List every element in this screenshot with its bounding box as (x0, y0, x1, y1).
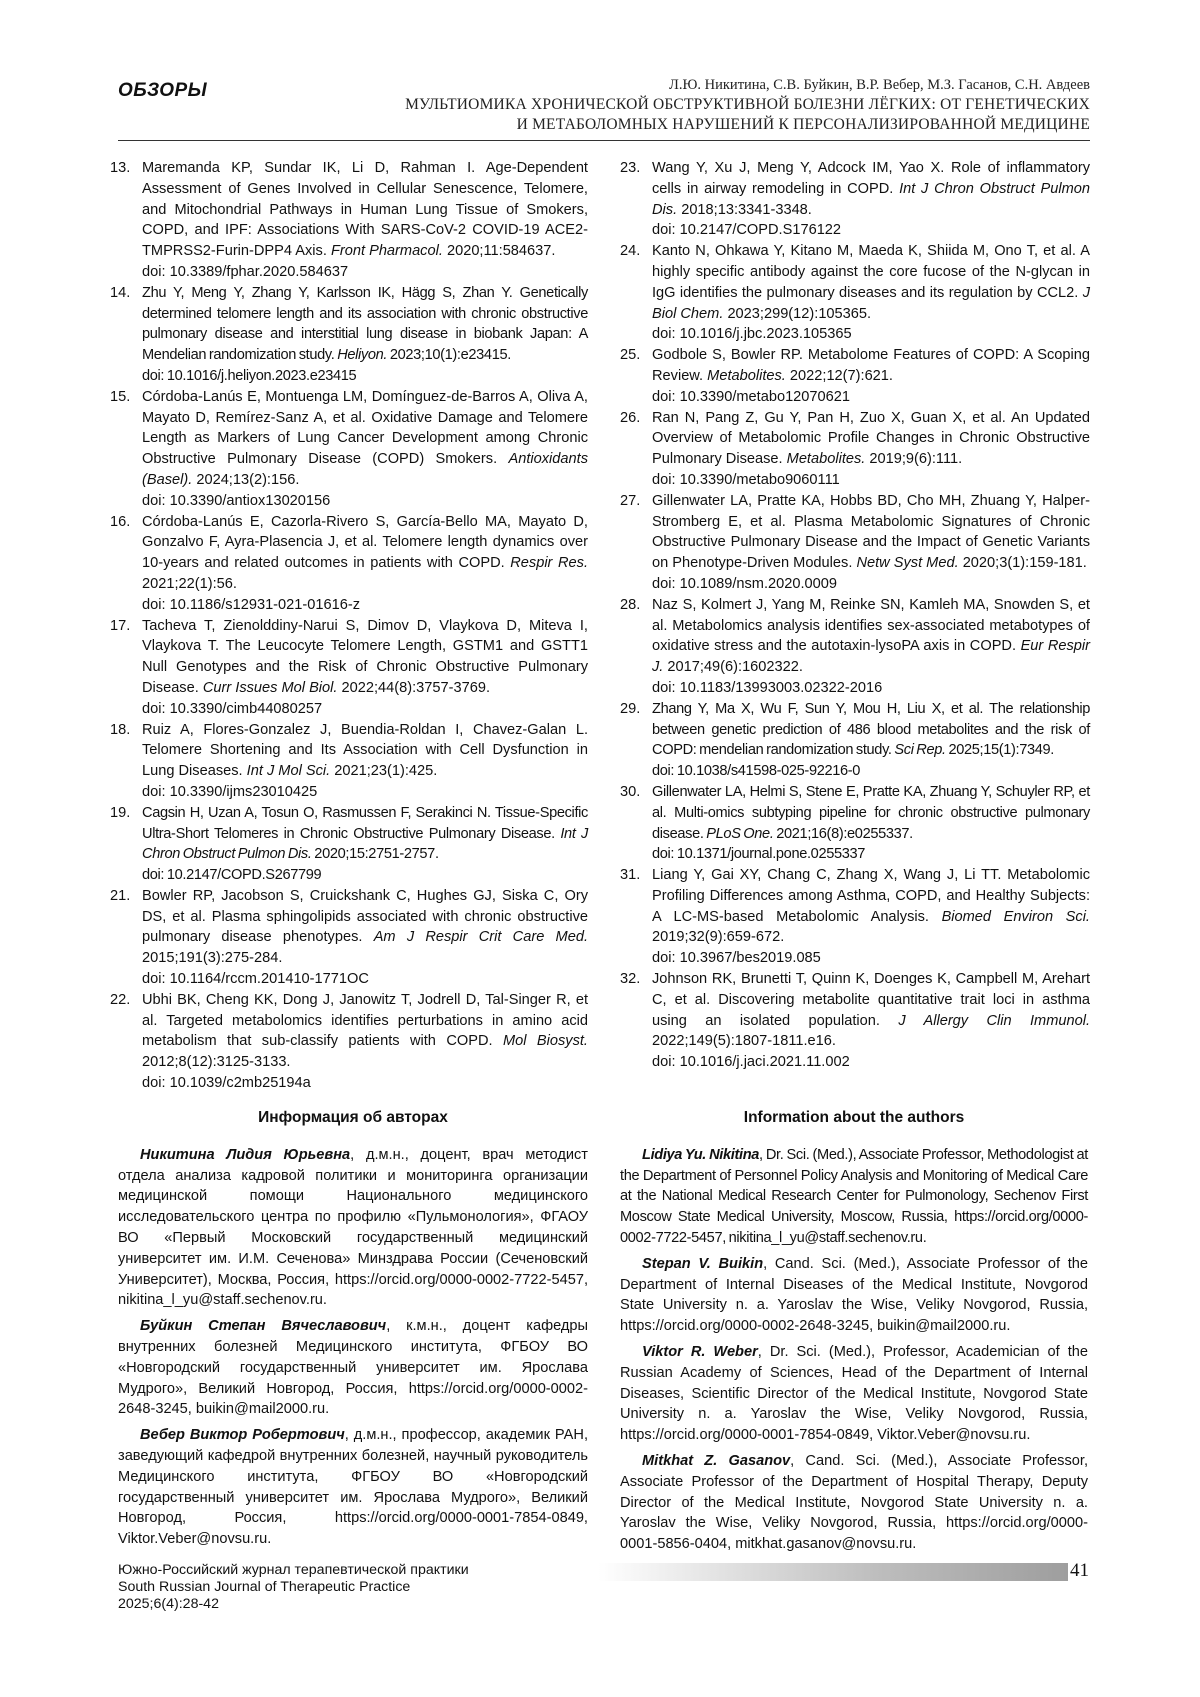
reference-journal: Int J Chron Obstruct Pulmon Dis. (142, 825, 588, 863)
author-name: Stepan V. Buikin (642, 1255, 764, 1272)
reference-volume: 2018;13:3341-3348. (681, 201, 812, 218)
reference-text: Gillenwater LA, Pratte KA, Hobbs BD, Cho MH, Zhuang Y, Halper-Stromberg E, et al. Plasma Metabolomic Signatures of Chronic Obstructive Pulmonary Disease and the Impact of Genetic Variants on Phenotype-Driven Modules. (652, 492, 1090, 572)
author-name: Вебер Виктор Робертович (140, 1427, 345, 1444)
reference-item (110, 720, 588, 803)
author-entry (118, 1316, 588, 1420)
author-entry (620, 1145, 1088, 1249)
page-number: 41 (1070, 1560, 1089, 1581)
author-info-en-list (620, 1145, 1088, 1555)
author-name: Никитина Лидия Юрьевна (140, 1146, 351, 1163)
reference-doi[interactable]: doi: 10.1039/c2mb25194a (142, 1075, 311, 1092)
references-left-column (110, 158, 588, 1094)
reference-item (110, 283, 588, 387)
reference-journal: Metabolites. (786, 451, 866, 468)
author-name: Mitkhat Z. Gasanov (642, 1452, 791, 1469)
reference-doi[interactable]: doi: 10.1016/j.heliyon.2023.e23415 (142, 367, 357, 384)
reference-journal: J Allergy Clin Immunol. (898, 1012, 1091, 1029)
reference-volume: 2017;49(6):1602322. (667, 659, 803, 676)
header-rule (118, 140, 1090, 141)
reference-text: Zhu Y, Meng Y, Zhang Y, Karlsson IK, Hägg S, Zhan Y. Genetically determined telomere length and its association with chronic obstructive pulmonary disease and interstitial lung disease in biobank Japan: A Mendelian randomization study. (142, 284, 588, 364)
author-name: Lidiya Yu. Nikitina (642, 1146, 760, 1163)
reference-volume: 2021;16(8):e0255337. (776, 825, 913, 842)
reference-text: Ubhi BK, Cheng KK, Dong J, Janowitz T, Jodrell D, Tal-Singer R, et al. Targeted metabolomics identifies perturbations in amino acid metabolism that sub-classify patients with COPD. (142, 991, 588, 1050)
reference-item (110, 158, 588, 283)
author-info-en (620, 1108, 1088, 1560)
section-tag: ОБЗОРЫ (118, 80, 208, 101)
reference-item (110, 616, 588, 720)
author-info-en-heading: Information about the authors (743, 1109, 965, 1126)
reference-text: Godbole S, Bowler RP. Metabolome Features of COPD: A Scoping Review. (652, 347, 1090, 384)
reference-journal: Netw Syst Med. (856, 555, 959, 572)
reference-number: 32. (620, 971, 641, 988)
author-details: , Cand. Sci. (Med.), Associate Professor of the Department of Internal Diseases of the Medical Institute, Novgorod State University n. a. Yaroslav the Wise, Veliky Novgorod, Russia, https://orcid.org/0000-0002-2648-3245, buikin@mail2000.ru. (620, 1255, 1088, 1335)
reference-text: Tacheva T, Zienolddiny-Narui S, Dimov D, Vlaykova D, Miteva I, Vlaykova T. The Leucocyte Telomere Length, GSTM1 and GSTT1 Null Genotypes and the Risk of Chronic Obstructive Pulmonary Disease. (142, 617, 588, 696)
reference-text: Wang Y, Xu J, Meng Y, Adcock IM, Yao X. Role of inflammatory cells in airway remodeling in COPD. (652, 160, 1090, 197)
reference-volume: 2015;191(3):275-284. (142, 950, 283, 967)
reference-number: 18. (110, 721, 131, 738)
reference-item (620, 408, 1090, 491)
reference-volume: 2023;299(12):105365. (727, 305, 872, 322)
reference-journal: Mol Biosyst. (502, 1033, 588, 1050)
reference-doi[interactable]: doi: 10.3390/metabo9060111 (652, 471, 840, 488)
reference-number: 19. (110, 804, 131, 821)
reference-doi[interactable]: doi: 10.1089/nsm.2020.0009 (652, 575, 838, 592)
reference-doi[interactable]: doi: 10.1183/13993003.02322-2016 (652, 679, 883, 696)
author-entry (118, 1145, 588, 1311)
reference-number: 27. (620, 492, 641, 509)
reference-volume: 2024;13(2):156. (196, 471, 300, 488)
author-details: , д.м.н., профессор, академик РАН, заведующий кафедрой внутренних болезней, научный руководитель Медицинского института, ФГБОУ ВО «Новгородский государственный университет им. Ярослава Мудрого», Великий Новгород, Россия, https://orcid.org/0000-0001-7854-0849, Viktor.Veber@novsu.ru. (118, 1427, 588, 1548)
reference-item (110, 387, 588, 512)
reference-doi[interactable]: doi: 10.3390/antiox13020156 (142, 492, 331, 509)
reference-doi[interactable]: doi: 10.3967/bes2019.085 (652, 950, 821, 967)
reference-journal: Biomed Environ Sci. (941, 908, 1090, 925)
reference-item (110, 886, 588, 990)
reference-number: 14. (110, 284, 131, 301)
reference-doi[interactable]: doi: 10.2147/COPD.S267799 (142, 867, 322, 884)
footer-citation (118, 1562, 469, 1613)
footer-issue: 2025;6(4):28-42 (118, 1596, 219, 1612)
reference-text: Cagsin H, Uzan A, Tosun O, Rasmussen F, Serakinci N. Tissue-Specific Ultra-Short Telomeres in Chronic Obstructive Pulmonary Disease. (142, 804, 588, 842)
reference-doi[interactable]: doi: 10.1371/journal.pone.0255337 (652, 846, 866, 863)
reference-volume: 2012;8(12):3125-3133. (142, 1054, 291, 1071)
footer-journal-en: South Russian Journal of Therapeutic Practice (118, 1579, 411, 1595)
reference-number: 13. (110, 160, 131, 176)
author-entry (118, 1425, 588, 1550)
reference-number: 29. (620, 700, 641, 717)
reference-text: Bowler RP, Jacobson S, Cruickshank C, Hughes GJ, Siska C, Ory DS, et al. Plasma sphingolipids associated with chronic obstructive pulmonary disease phenotypes. (142, 887, 588, 946)
reference-text: Kanto N, Ohkawa Y, Kitano M, Maeda K, Shiida M, Ono T, et al. A highly specific antibody against the core fucose of the N-glycan in IgG identifies the pulmonary diseases and its regulation by CCL2. (652, 243, 1090, 301)
footer-gradient-bar (598, 1563, 1068, 1581)
reference-item (620, 595, 1090, 699)
reference-journal: Am J Respir Crit Care Med. (373, 929, 588, 946)
references-right-column (620, 158, 1090, 1073)
reference-text: Maremanda KP, Sundar IK, Li D, Rahman I. Age-Dependent Assessment of Genes Involved in Cellular Senescence, Telomere, and Mitochondrial Pathways in Human Lung Tissue of Smokers, COPD, and IPF: Associations With SARS-CoV-2 COVID-19 ACE2-TMPRSS2-Furin-DPP4 Axis. (142, 160, 588, 260)
reference-number: 28. (620, 596, 641, 613)
author-entry (620, 1342, 1088, 1446)
reference-text: Ruiz A, Flores-Gonzalez J, Buendia-Roldan I, Chavez-Galan L. Telomere Shortening and Its Association with Cell Dysfunction in Lung Diseases. (142, 721, 588, 780)
author-details: , Cand. Sci. (Med.), Associate Professor, Associate Professor of the Department of Hospital Therapy, Deputy Director of the Medical Institute, Novgorod State University n. a. Yaroslav the Wise, Veliky Novgorod, Russia, https://orcid.org/0000-0001-5856-0404, mitkhat.gasanov@novsu.ru. (620, 1452, 1088, 1553)
reference-text: Zhang Y, Ma X, Wu F, Sun Y, Mou H, Liu X, et al. The relationship between genetic prediction of 486 blood metabolites and the risk of COPD: mendelian randomization study. (652, 700, 1090, 759)
reference-doi[interactable]: doi: 10.1038/s41598-025-92216-0 (652, 763, 861, 780)
author-info-ru-list (118, 1145, 588, 1550)
reference-doi[interactable]: doi: 10.1164/rccm.201410-1771OC (142, 971, 369, 988)
author-details: , д.м.н., доцент, врач методист отдела анализа кадровой политики и мониторинга организации медицинской помощи Национального медицинского исследовательского центра по профилю «Пульмонология», ФГАОУ ВО «Первый Московский государственный медицинский университет им. И.М. Сеченова» Минздрава России (Сеченовский Университет), Москва, Россия, https://orcid.org/0000-0002-7722-5457, nikitina_l_yu@staff.sechenov.ru. (118, 1146, 588, 1309)
author-details: , Dr. Sci. (Med.), Associate Professor, Methodologist at the Department of Personnel Policy Analysis and Monitoring of Medical Care at the National Medical Research Center for Pulmonology, Sechenov First Moscow State Medical University, Moscow, Russia, https://orcid.org/0000-0002-7722-5457, nikitina_l_yu@staff.sechenov.ru. (620, 1146, 1088, 1246)
reference-item (620, 782, 1090, 865)
reference-journal: PLoS One. (706, 825, 774, 842)
reference-volume: 2019;32(9):659-672. (652, 929, 785, 946)
reference-text: Naz S, Kolmert J, Yang M, Reinke SN, Kamleh MA, Snowden S, et al. Metabolomics analysis identifies sex-associated metabotypes of oxidative stress and the autotaxin-lysoPA axis in COPD. (652, 596, 1090, 655)
reference-journal: Respir Res. (510, 555, 588, 572)
author-details: , к.м.н., доцент кафедры внутренних болезней Медицинского института, ФГБОУ ВО «Новгородский государственный университет им. Ярослава Мудрого», Великий Новгород, Россия, https://orcid.org/0000-0002-2648-3245, buikin@mail2000.ru. (118, 1318, 588, 1418)
reference-number: 22. (110, 991, 131, 1008)
reference-text: Gillenwater LA, Helmi S, Stene E, Pratte KA, Zhuang Y, Schuyler RP, et al. Multi-omics subtyping pipeline for chronic obstructive pulmonary disease. (652, 783, 1090, 842)
reference-number: 26. (620, 409, 641, 426)
running-head (330, 76, 1090, 135)
reference-item (110, 803, 588, 886)
reference-volume: 2021;22(1):56. (142, 575, 237, 592)
author-info-ru-heading: Информация об авторах (258, 1109, 448, 1126)
reference-journal: Curr Issues Mol Biol. (202, 679, 338, 696)
author-info-ru (118, 1108, 588, 1555)
reference-doi[interactable]: doi: 10.3390/cimb44080257 (142, 700, 323, 717)
reference-text: Córdoba-Lanús E, Montuenga LM, Domínguez-de-Barros A, Oliva A, Mayato D, Remírez-Sanz A, et al. Oxidative Damage and Telomere Length as Markers of Lung Cancer Development among Chronic Obstructive Pulmonary Disease (COPD) Smokers. (142, 388, 588, 468)
reference-doi[interactable]: doi: 10.1016/j.jbc.2023.105365 (652, 326, 852, 343)
reference-doi[interactable]: doi: 10.1016/j.jaci.2021.11.002 (652, 1054, 850, 1071)
reference-journal: Heliyon. (337, 347, 388, 364)
reference-doi[interactable]: doi: 10.2147/COPD.S176122 (652, 222, 842, 239)
reference-volume: 2022;44(8):3757-3769. (341, 679, 491, 696)
reference-volume: 2021;23(1):425. (334, 763, 438, 780)
reference-number: 23. (620, 160, 641, 176)
reference-number: 31. (620, 867, 641, 884)
reference-volume: 2019;9(6):111. (869, 451, 963, 468)
reference-journal: Int J Mol Sci. (246, 763, 331, 780)
reference-doi[interactable]: doi: 10.3390/ijms23010425 (142, 783, 318, 800)
reference-volume: 2023;10(1):e23415. (389, 347, 511, 364)
reference-doi[interactable]: doi: 10.3390/metabo12070621 (652, 388, 850, 405)
reference-journal: Int J Chron Obstruct Pulmon Dis. (652, 180, 1090, 218)
reference-item (620, 865, 1090, 969)
reference-number: 16. (110, 513, 131, 530)
reference-item (110, 512, 588, 616)
reference-volume: 2020;15:2751-2757. (314, 846, 439, 863)
reference-item (620, 491, 1090, 595)
reference-journal: Sci Rep. (894, 742, 946, 759)
reference-volume: 2022;12(7):621. (789, 367, 893, 384)
reference-journal: J Biol Chem. (652, 284, 1090, 322)
reference-number: 15. (110, 388, 131, 405)
reference-journal: Eur Respir J. (652, 638, 1090, 676)
reference-item (620, 969, 1090, 1073)
reference-volume: 2020;3(1):159-181. (962, 555, 1087, 572)
reference-number: 17. (110, 617, 131, 634)
reference-item (110, 990, 588, 1094)
author-name: Буйкин Степан Вячеславович (140, 1318, 387, 1335)
running-head-title-line-2: И МЕТАБОЛОМНЫХ НАРУШЕНИЙ К ПЕРСОНАЛИЗИРОВАННОЙ МЕДИЦИНЕ (516, 116, 1090, 133)
reference-number: 30. (620, 783, 641, 800)
reference-doi[interactable]: doi: 10.1186/s12931-021-01616-z (142, 596, 360, 613)
reference-text: Liang Y, Gai XY, Chang C, Zhang X, Wang J, Li TT. Metabolomic Profiling Differences among Asthma, COPD, and Healthy Subjects: A LC-MS-based Metabolomic Analysis. (652, 867, 1090, 925)
reference-number: 25. (620, 347, 641, 364)
reference-text: Johnson RK, Brunetti T, Quinn K, Doenges K, Campbell M, Arehart C, et al. Discovering metabolite quantitative trait loci in asthma using an isolated population. (652, 971, 1090, 1029)
reference-volume: 2025;15(1):7349. (948, 742, 1055, 759)
author-name: Viktor R. Weber (642, 1343, 758, 1360)
author-entry (620, 1451, 1088, 1555)
reference-journal: Antioxidants (Basel). (142, 451, 588, 488)
reference-doi[interactable]: doi: 10.3389/fphar.2020.584637 (142, 263, 349, 280)
reference-text: Córdoba-Lanús E, Cazorla-Rivero S, García-Bello MA, Mayato D, Gonzalvo F, Ayra-Plasencia J, et al. Telomere length dynamics over 10-years and related outcomes in patients with COPD. (142, 513, 588, 572)
reference-text: Ran N, Pang Z, Gu Y, Pan H, Zuo X, Guan X, et al. An Updated Overview of Metabolomic Profile Changes in Chronic Obstructive Pulmonary Disease. (652, 409, 1090, 468)
reference-item (620, 158, 1090, 241)
reference-journal: Metabolites. (707, 367, 786, 384)
author-entry (620, 1254, 1088, 1337)
reference-volume: 2022;149(5):1807-1811.e16. (652, 1033, 836, 1050)
reference-item (620, 241, 1090, 345)
running-head-title-line-1: МУЛЬТИОМИКА ХРОНИЧЕСКОЙ ОБСТРУКТИВНОЙ БОЛЕЗНИ ЛЁГКИХ: ОТ ГЕНЕТИЧЕСКИХ (405, 96, 1090, 113)
author-details: , Dr. Sci. (Med.), Professor, Academician of the Russian Academy of Sciences, Head of the Department of Internal Diseases, Scientific Director of the Medical Institute, Novgorod State University n. a. Yaroslav the Wise, Veliky Novgorod, Russia, https://orcid.org/0000-0001-7854-0849, Viktor.Veber@novsu.ru. (620, 1343, 1088, 1444)
reference-number: 24. (620, 243, 641, 260)
footer-journal-ru: Южно-Российский журнал терапевтической практики (118, 1562, 469, 1578)
reference-volume: 2020;11:584637. (446, 243, 556, 260)
reference-item (620, 699, 1090, 782)
reference-journal: Front Pharmacol. (330, 243, 443, 260)
reference-item (620, 345, 1090, 407)
running-head-authors: Л.Ю. Никитина, С.В. Буйкин, В.Р. Вебер, М.З. Гасанов, С.Н. Авдеев (669, 77, 1090, 93)
reference-number: 21. (110, 887, 131, 904)
